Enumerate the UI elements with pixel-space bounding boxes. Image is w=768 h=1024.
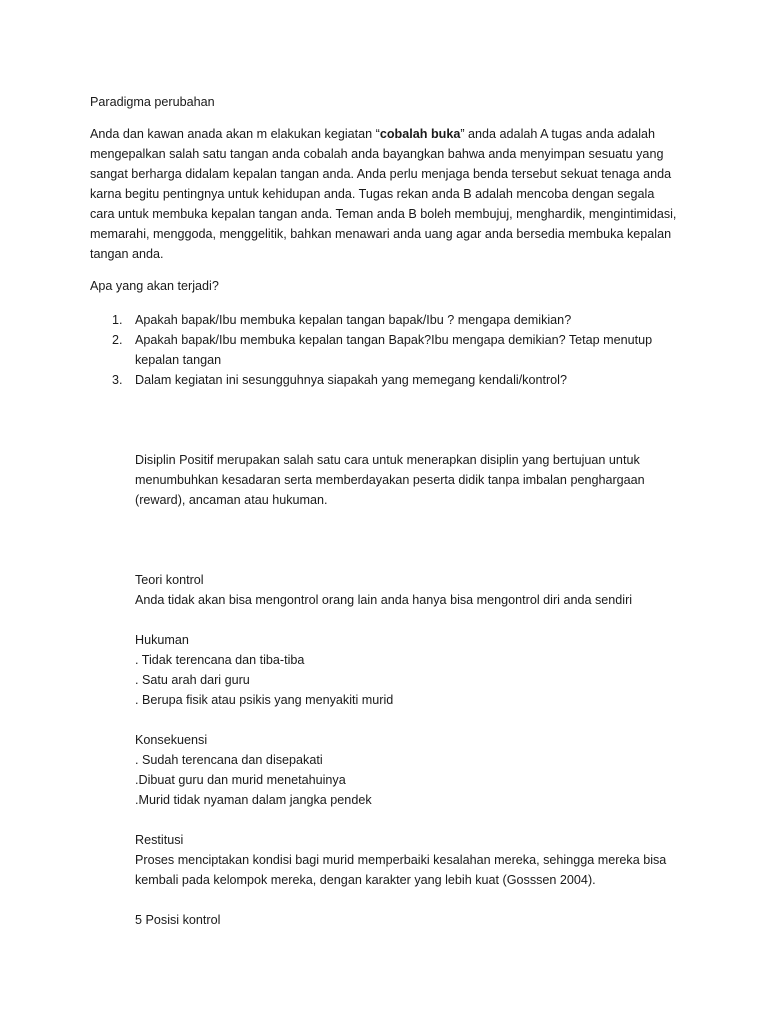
konsekuensi-item: .Murid tidak nyaman dalam jangka pendek <box>135 793 372 807</box>
posisi-heading: 5 Posisi kontrol <box>135 913 221 927</box>
list-item <box>90 370 680 390</box>
konsekuensi-heading: Konsekuensi <box>135 733 208 747</box>
list-number: 2. <box>112 333 123 347</box>
intro-bold-phrase: cobalah buka <box>379 127 461 141</box>
intro-text-before: Anda dan kawan anada akan m elakukan kegiatan “ <box>90 127 380 141</box>
list-item <box>90 310 680 330</box>
document-title: Paradigma perubahan <box>90 95 215 109</box>
list-item <box>90 330 680 370</box>
list-number: 1. <box>112 313 123 327</box>
konsekuensi-section <box>135 730 680 810</box>
hukuman-item: . Satu arah dari guru <box>135 673 250 687</box>
list-item-text: Apakah bapak/Ibu membuka kepalan tangan bapak/Ibu ? mengapa demikian? <box>135 313 572 327</box>
teori-text: Anda tidak akan bisa mengontrol orang lain anda hanya bisa mengontrol diri anda sendiri <box>135 593 633 607</box>
hukuman-item: . Berupa fisik atau psikis yang menyakiti murid <box>135 693 394 707</box>
restitusi-heading: Restitusi <box>135 833 184 847</box>
hukuman-heading: Hukuman <box>135 633 189 647</box>
intro-text-after: ” anda adalah A tugas anda adalah mengepalkan salah satu tangan anda cobalah anda bayangkan bahwa anda menyimpan sesuatu yang sangat berharga didalam kepalan tangan anda. Anda perlu menjaga benda tersebut sekuat tenaga anda karna begitu pentingnya untuk kehidupan anda. Tugas rekan anda B adalah mencoba dengan segala cara untuk membuka kepalan tangan anda. Teman anda B boleh membujuj, menghardik, mengintimidasi, memarahi, menggoda, menggelitik, bahkan menawari anda uang agar anda bersedia membuka kepalan tangan anda. <box>90 127 677 261</box>
list-number: 3. <box>112 373 123 387</box>
question-list <box>90 310 680 390</box>
disiplin-paragraph: Disiplin Positif merupakan salah satu cara untuk menerapkan disiplin yang bertujuan untuk menumbuhkan kesadaran serta memberdayakan peserta didik tanpa imbalan penghargaan (reward), ancaman atau hukuman. <box>135 453 645 507</box>
konsekuensi-item: . Sudah terencana dan disepakati <box>135 753 323 767</box>
teori-section <box>135 570 680 610</box>
hukuman-section <box>135 630 680 710</box>
hukuman-item: . Tidak terencana dan tiba-tiba <box>135 653 305 667</box>
intro-paragraph <box>90 124 680 264</box>
restitusi-section <box>135 830 680 890</box>
restitusi-text: Proses menciptakan kondisi bagi murid memperbaiki kesalahan mereka, sehingga mereka bisa kembali pada kelompok mereka, dengan karakter yang lebih kuat (Gosssen 2004). <box>135 853 667 887</box>
list-item-text: Dalam kegiatan ini sesungguhnya siapakah yang memegang kendali/kontrol? <box>135 373 567 387</box>
konsekuensi-item: .Dibuat guru dan murid menetahuinya <box>135 773 346 787</box>
teori-heading: Teori kontrol <box>135 573 204 587</box>
question-heading: Apa yang akan terjadi? <box>90 279 219 293</box>
list-item-text: Apakah bapak/Ibu membuka kepalan tangan Bapak?Ibu mengapa demikian? Tetap menutup kepalan tangan <box>135 333 653 367</box>
